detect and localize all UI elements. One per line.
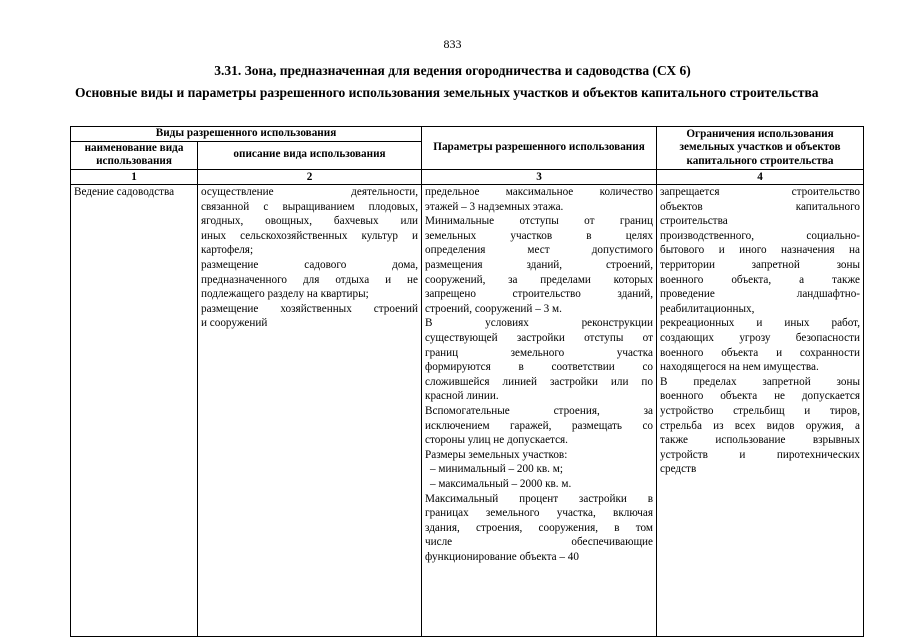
text-line: производственного, социально-	[660, 229, 861, 242]
text-line: военного объекта не допускается	[660, 390, 861, 403]
text-line: связанной с выращиванием плодовых,	[201, 200, 419, 213]
text-line: формируются в соответствии со	[425, 361, 654, 374]
zoning-table	[70, 126, 864, 637]
description-cell	[198, 185, 422, 637]
table-row	[71, 185, 864, 637]
text-line: реабилитационных,	[660, 302, 755, 315]
text-line: размещение хозяйственных строений	[201, 302, 419, 315]
text-line: существующей застройки отступы от	[425, 332, 654, 345]
column-number: 3	[422, 169, 657, 185]
text-line: стрельба из всех видов оружия, а	[660, 419, 861, 432]
text-line: объектов капитального	[660, 200, 861, 213]
text-line: проведение ландшафтно-	[660, 288, 861, 301]
params-cell	[422, 185, 657, 637]
text-line: военного объекта и сохранности	[660, 346, 861, 359]
text-line: создающих угрозу безопасности	[660, 332, 861, 345]
text-line: территории запретной зоны	[660, 259, 861, 272]
text-line: запрещается строительство	[660, 186, 861, 199]
text-line: Максимальный процент застройки в	[425, 492, 654, 505]
text-line: определения мест допустимого	[425, 244, 654, 257]
text-line: границ земельного участка	[425, 346, 654, 359]
text-line: В пределах запретной зоны	[660, 375, 861, 388]
header-group-uses: Виды разрешенного использования	[71, 127, 422, 142]
column-number: 2	[198, 169, 422, 185]
text-line: этажей – 3 надземных этажа.	[425, 200, 564, 213]
text-line: исключением гаражей, размещать со	[425, 419, 654, 432]
text-line: границах земельного участка, включая	[425, 507, 654, 520]
text-line: запрещено строительство зданий,	[425, 288, 654, 301]
text-line: Минимальные отступы от границ	[425, 215, 654, 228]
text-line: предельное максимальное количество	[425, 186, 654, 199]
text-line: военного объекта, а также	[660, 273, 861, 286]
text-line: находящегося на нем имущества.	[660, 361, 819, 374]
text-line: В условиях реконструкции	[425, 317, 654, 330]
restrictions-cell	[657, 185, 864, 637]
text-line: земельных участков в целях	[425, 229, 654, 242]
header-row-1	[71, 127, 864, 142]
column-number-row	[71, 169, 864, 185]
text-line: функционирование объекта – 40	[425, 550, 579, 563]
text-line: Размеры земельных участков:	[425, 448, 568, 461]
text-line: средств	[660, 463, 697, 476]
header-restrictions: Ограничения использования земельных участков и объектов капитального строительства	[657, 127, 864, 170]
table-caption: Основные виды и параметры разрешенного использования земельных участков и объектов капитального строительства	[75, 85, 819, 100]
text-line: здания, строения, сооружения, в том	[425, 521, 654, 534]
section-title: 3.31. Зона, предназначенная для ведения огородничества и садоводства (СХ 6)	[214, 63, 691, 78]
text-line: сложившейся линией застройки или по	[425, 375, 654, 388]
text-line: осуществление деятельности,	[201, 186, 419, 199]
text-line: рекреационных и иных работ,	[660, 317, 861, 330]
header-name: наименование вида использования	[71, 141, 198, 169]
text-line: строений, сооружений – 3 м.	[425, 302, 562, 315]
header-params: Параметры разрешенного использования	[422, 127, 657, 170]
text-line: и сооружений	[201, 317, 268, 330]
text-line: бытового и иного назначения на	[660, 244, 861, 257]
text-line: размещения зданий, строений,	[425, 259, 654, 272]
text-line: устройство стрельбищ и тиров,	[660, 405, 861, 417]
header-description: описание вида использования	[198, 141, 422, 169]
text-line: – минимальный – 200 кв. м;	[430, 463, 563, 476]
use-name-cell: Ведение садоводства	[71, 185, 198, 637]
text-line: красной линии.	[425, 390, 499, 403]
text-line: строительства	[660, 215, 728, 228]
text-line: иных сельскохозяйственных культур и	[201, 229, 419, 242]
text-line: предназначенного для отдыха и не	[201, 273, 419, 286]
text-line: также использование взрывных	[660, 434, 861, 447]
text-line: размещение садового дома,	[201, 259, 419, 272]
text-line: сооружений, за пределами которых	[425, 273, 654, 286]
column-number: 1	[71, 169, 198, 185]
column-number: 4	[657, 169, 864, 185]
text-line: картофеля;	[201, 244, 254, 257]
text-line: подлежащего разделу на квартиры;	[201, 288, 369, 301]
text-line: устройств и пиротехнических	[660, 448, 861, 461]
text-line: стороны улиц не допускается.	[425, 434, 568, 447]
text-line: – максимальный – 2000 кв. м.	[430, 477, 572, 490]
page-number: 833	[443, 37, 462, 51]
text-line: Вспомогательные строения, за	[425, 405, 654, 417]
text-line: числе обеспечивающие	[425, 536, 654, 549]
text-line: ягодных, овощных, бахчевых или	[201, 215, 419, 228]
